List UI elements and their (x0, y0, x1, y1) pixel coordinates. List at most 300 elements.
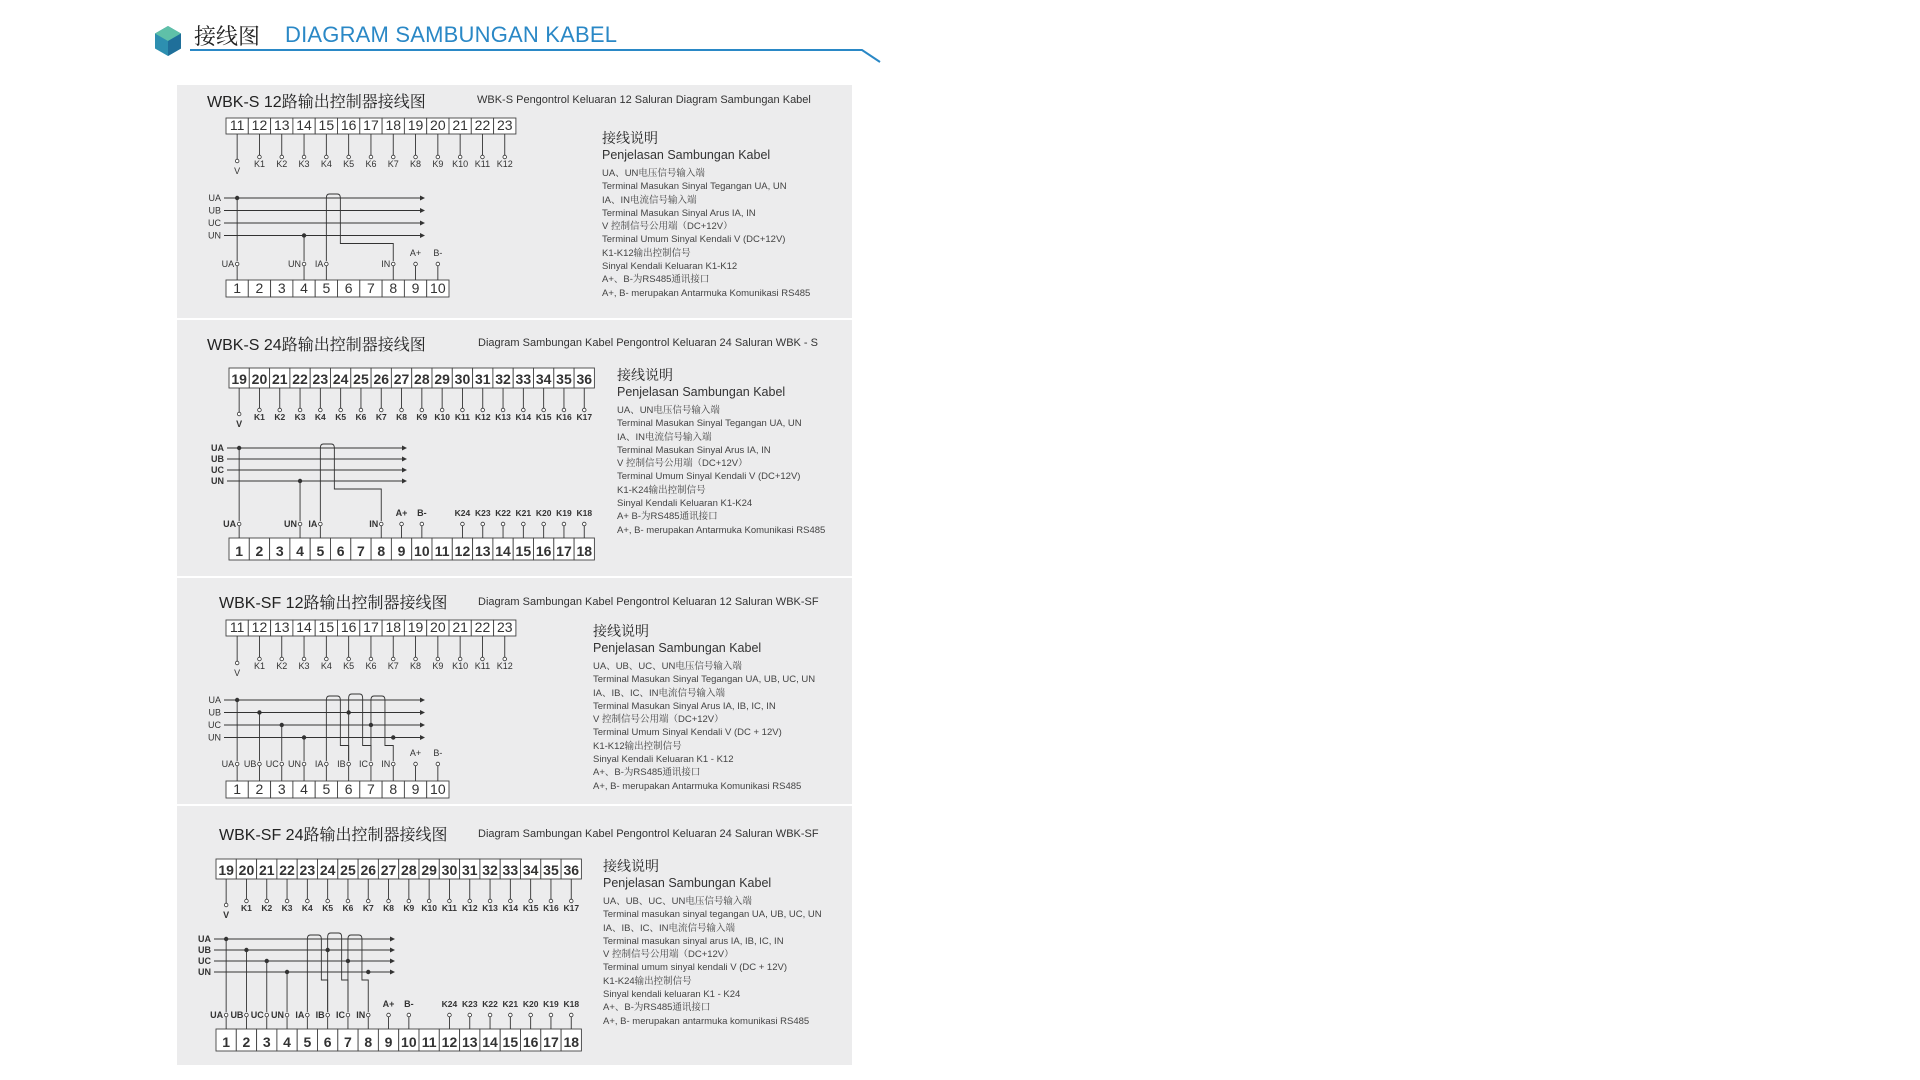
k-output-label: K22 (495, 508, 511, 518)
input-label: A+ (395, 508, 408, 518)
terminal-number: 5 (322, 781, 331, 797)
input-label: A+ (409, 748, 422, 758)
bus-label: UB (198, 945, 211, 955)
input-label: IA (314, 759, 324, 769)
terminal-number: 8 (389, 280, 398, 296)
note-line: A+、B-为RS485通讯接口 (603, 1002, 711, 1014)
terminal-number: 11 (421, 1034, 437, 1050)
current-loop (348, 935, 368, 1012)
terminal-number: 22 (292, 371, 308, 387)
terminal-number: 2 (255, 781, 264, 797)
k-output-label: K14 (515, 412, 532, 422)
terminal-number: 17 (363, 619, 379, 635)
bus-label: UC (208, 720, 221, 730)
k-output-label: K1 (253, 159, 265, 169)
note-line: K1-K24输出控制信号 (603, 975, 692, 987)
input-label: UN (271, 1010, 285, 1020)
terminal-number: 13 (273, 117, 290, 133)
terminal-number: 14 (495, 543, 511, 559)
note-line: Sinyal Kendali Keluaran K1-K24 (617, 498, 753, 510)
terminal-number: 15 (318, 619, 335, 635)
k-output-label: K9 (432, 159, 444, 169)
terminal-number: 8 (389, 781, 398, 797)
input-label: IA (314, 259, 324, 269)
k-output-label: K2 (276, 159, 288, 169)
terminal-number: 7 (357, 543, 365, 559)
k-output-label: K7 (387, 661, 399, 671)
k-output-label: K11 (441, 903, 458, 913)
notes-title-id: Penjelasan Sambungan Kabel (602, 148, 771, 162)
terminal-number: 18 (385, 619, 402, 635)
input-label: UA (221, 759, 235, 769)
k-output-label: K7 (387, 159, 399, 169)
terminal-number: 36 (563, 862, 580, 878)
note-line: Terminal umum sinyal kendali V (DC + 12V) (603, 962, 787, 974)
input-label: IC (335, 1010, 345, 1020)
terminal-number: 12 (454, 543, 471, 559)
terminal-point (448, 1013, 452, 1017)
input-label: IC (358, 759, 368, 769)
terminal-number: 1 (222, 1034, 231, 1050)
k-output-label: K14 (502, 903, 519, 913)
note-line: IA、IB、IC、IN电流信号输入端 (603, 922, 735, 934)
terminal-number: 12 (251, 117, 268, 133)
bus-label: UB (211, 454, 224, 464)
k-output-label: K4 (320, 159, 332, 169)
terminal-point (224, 903, 228, 907)
note-line: K1-K12输出控制信号 (593, 740, 682, 752)
terminal-number: 9 (384, 1034, 393, 1050)
input-label: UC (265, 759, 279, 769)
terminal-number: 2 (255, 543, 264, 559)
terminal-number: 16 (340, 619, 357, 635)
note-line: IA、IB、IC、IN电流信号输入端 (593, 687, 725, 699)
k-output-label: K3 (298, 661, 310, 671)
terminal-number: 1 (233, 280, 242, 296)
k-output-label: K13 (482, 903, 498, 913)
terminal-number: 19 (407, 619, 424, 635)
terminal-number: 6 (323, 1034, 332, 1050)
terminal-point (407, 1013, 411, 1017)
terminal-number: 27 (393, 371, 410, 387)
terminal-number: 35 (556, 371, 572, 387)
note-line: A+, B- merupakan Antarmuka Komunikasi RS485 (602, 287, 811, 299)
note-line: UA、UB、UC、UN电压信号输入端 (593, 661, 742, 672)
k-output-label: K8 (383, 903, 394, 913)
k-output-label: K19 (556, 508, 572, 518)
v-label: V (236, 419, 243, 429)
terminal-number: 23 (496, 117, 513, 133)
bus-label: UA (211, 443, 224, 453)
terminal-number: 27 (380, 862, 397, 878)
note-line: Terminal Masukan Sinyal Arus IA, IN (617, 444, 771, 456)
k-output-label: K3 (298, 159, 310, 169)
terminal-number: 4 (300, 280, 308, 296)
arrow-icon (390, 948, 395, 953)
note-line: Sinyal kendali keluaran K1 - K24 (603, 989, 741, 1001)
terminal-number: 29 (421, 862, 437, 878)
current-loop (307, 935, 327, 1012)
k-output-label: K8 (410, 159, 422, 169)
note-line: A+, B- merupakan Antarmuka Komunikasi RS485 (617, 524, 826, 536)
arrow-icon (390, 937, 395, 942)
terminal-number: 13 (461, 1034, 478, 1050)
terminal-number: 9 (411, 781, 420, 797)
terminal-number: 32 (482, 862, 498, 878)
notes-title-id: Penjelasan Sambungan Kabel (593, 641, 762, 655)
terminal-number: 3 (275, 543, 284, 559)
terminal-number: 16 (535, 543, 552, 559)
terminal-number: 14 (296, 619, 312, 635)
terminal-point (509, 1013, 513, 1017)
terminal-number: 19 (231, 371, 247, 387)
k-output-label: K8 (396, 412, 407, 422)
terminal-number: 24 (332, 371, 349, 387)
input-label: UA (223, 519, 237, 529)
k-output-label: K6 (355, 412, 367, 422)
k-output-label: K5 (335, 412, 347, 422)
notes-title-cn: 接线说明 (593, 623, 649, 639)
bus-label: UA (208, 193, 221, 203)
terminal-number: 1 (235, 543, 244, 559)
terminal-point (245, 1013, 249, 1017)
k-output-label: K3 (281, 903, 293, 913)
terminal-number: 22 (279, 862, 295, 878)
terminal-number: 19 (218, 862, 234, 878)
terminal-point (569, 1013, 573, 1017)
bus-label: UC (208, 218, 221, 228)
page-title-cn: 接线图 (194, 24, 261, 49)
terminal-point (387, 1013, 391, 1017)
k-output-label: K16 (543, 903, 559, 913)
k-output-label: K9 (403, 903, 415, 913)
note-line: A+ B-为RS485通讯接口 (617, 511, 718, 523)
terminal-point (346, 1013, 350, 1017)
k-output-label: K1 (254, 412, 265, 422)
note-line: A+, B- merupakan antarmuka komunikasi RS485 (603, 1015, 810, 1027)
k-output-label: K17 (576, 412, 593, 422)
notes-title-cn: 接线说明 (617, 367, 673, 383)
input-label: B- (417, 508, 427, 518)
input-label: UC (250, 1010, 264, 1020)
note-line: A+、B-为RS485通讯接口 (602, 274, 710, 286)
terminal-point (265, 1013, 269, 1017)
terminal-point (468, 1013, 472, 1017)
terminal-number: 28 (414, 371, 430, 387)
terminal-number: 17 (556, 543, 572, 559)
terminal-number: 20 (238, 862, 255, 878)
k-output-label: K20 (522, 999, 539, 1009)
terminal-number: 6 (344, 280, 353, 296)
terminal-number: 17 (543, 1034, 559, 1050)
note-line: Sinyal Kendali Keluaran K1-K12 (602, 261, 738, 273)
terminal-point (529, 1013, 533, 1017)
k-output-label: K23 (461, 999, 478, 1009)
input-label: IA (308, 519, 318, 529)
terminal-number: 8 (364, 1034, 373, 1050)
terminal-number: 20 (430, 619, 446, 635)
k-output-label: K9 (416, 412, 428, 422)
note-line: Terminal Umum Sinyal Kendali V (DC+12V) (602, 234, 786, 246)
note-line: Terminal masukan sinyal arus IA, IB, IC, IN (603, 935, 784, 947)
terminal-number: 25 (340, 862, 356, 878)
junction-dot (265, 959, 269, 963)
note-line: Terminal masukan sinyal tegangan UA, UB, UC, UN (603, 909, 822, 921)
page-title-en: DIAGRAM SAMBUNGAN KABEL (285, 22, 618, 47)
k-output-label: K5 (343, 159, 355, 169)
terminal-number: 20 (430, 117, 446, 133)
input-label: B- (433, 748, 443, 758)
terminal-number: 5 (316, 543, 325, 559)
terminal-number: 9 (397, 543, 406, 559)
section-subtitle: Diagram Sambungan Kabel Pengontrol Keluaran 12 Saluran WBK-SF (478, 596, 819, 608)
input-label: UN (288, 259, 302, 269)
v-label: V (234, 166, 241, 176)
k-output-label: K9 (432, 661, 444, 671)
note-line: Sinyal Kendali Keluaran K1 - K12 (593, 754, 734, 766)
k-output-label: K15 (535, 412, 552, 422)
terminal-number: 24 (319, 862, 336, 878)
note-line: Terminal Umum Sinyal Kendali V (DC+12V) (617, 471, 801, 483)
input-label: UA (221, 259, 235, 269)
terminal-number: 30 (454, 371, 471, 387)
note-line: Terminal Masukan Sinyal Arus IA, IN (602, 207, 756, 219)
terminal-number: 6 (344, 781, 353, 797)
junction-dot (244, 948, 248, 952)
note-line: K1-K24输出控制信号 (617, 484, 706, 496)
input-label: A+ (382, 999, 395, 1009)
terminal-number: 25 (353, 371, 369, 387)
terminal-number: 28 (401, 862, 417, 878)
terminal-number: 13 (474, 543, 491, 559)
v-label: V (223, 910, 230, 920)
input-label: B- (433, 248, 443, 258)
terminal-number: 32 (495, 371, 511, 387)
k-output-label: K12 (496, 661, 513, 671)
input-label: A+ (409, 248, 422, 258)
k-output-label: K24 (454, 508, 471, 518)
terminal-number: 3 (262, 1034, 271, 1050)
terminal-number: 34 (535, 371, 552, 387)
terminal-number: 34 (522, 862, 539, 878)
terminal-number: 35 (543, 862, 559, 878)
terminal-number: 14 (296, 117, 312, 133)
section-title: WBK-SF 12路输出控制器接线图 (219, 595, 448, 612)
terminal-number: 15 (515, 543, 532, 559)
k-output-label: K2 (274, 412, 286, 422)
terminal-number: 21 (271, 371, 288, 387)
note-line: A+, B- merupakan Antarmuka Komunikasi RS485 (593, 780, 802, 792)
terminal-number: 6 (336, 543, 345, 559)
terminal-number: 29 (434, 371, 450, 387)
note-line: V 控制信号公用端（DC+12V） (593, 714, 724, 726)
input-label: UB (243, 759, 257, 769)
junction-dot (285, 970, 289, 974)
terminal-number: 31 (474, 371, 491, 387)
input-label: IA (295, 1010, 305, 1020)
input-label: UN (288, 759, 302, 769)
bus-label: UB (208, 707, 221, 718)
k-output-label: K3 (294, 412, 306, 422)
k-output-label: K21 (502, 999, 519, 1009)
k-output-label: K4 (301, 903, 313, 913)
bus-label: UN (211, 476, 224, 486)
terminal-point (306, 1013, 310, 1017)
note-line: V 控制信号公用端（DC+12V） (617, 458, 748, 470)
junction-dot (366, 970, 370, 974)
input-label: IN (356, 1010, 366, 1020)
k-output-label: K21 (515, 508, 532, 518)
terminal-number: 7 (367, 781, 375, 797)
terminal-number: 31 (461, 862, 478, 878)
bus-label: UC (198, 956, 211, 966)
terminal-number: 36 (576, 371, 593, 387)
k-output-label: K11 (474, 661, 491, 671)
input-label: IB (337, 759, 346, 769)
terminal-number: 18 (385, 117, 402, 133)
k-output-label: K13 (495, 412, 511, 422)
k-output-label: K18 (563, 999, 580, 1009)
terminal-number: 18 (576, 543, 593, 559)
terminal-number: 7 (367, 280, 375, 296)
input-label: UB (230, 1010, 244, 1020)
terminal-point (224, 1013, 228, 1017)
section-title: WBK-S 12路输出控制器接线图 (207, 94, 426, 111)
k-output-label: K12 (461, 903, 478, 913)
k-output-label: K20 (535, 508, 552, 518)
input-label: IN (369, 519, 379, 529)
terminal-number: 16 (340, 117, 357, 133)
note-line: IA、IN电流信号输入端 (602, 194, 697, 206)
k-output-label: K24 (441, 999, 458, 1009)
input-label: B- (404, 999, 414, 1009)
terminal-number: 18 (563, 1034, 580, 1050)
current-loop (328, 933, 348, 1012)
section-subtitle: Diagram Sambungan Kabel Pengontrol Keluaran 24 Saluran WBK-SF (478, 828, 819, 840)
terminal-number: 33 (502, 862, 519, 878)
k-output-label: K18 (576, 508, 593, 518)
note-line: K1-K12输出控制信号 (602, 247, 691, 259)
terminal-number: 23 (299, 862, 316, 878)
k-output-label: K16 (556, 412, 572, 422)
k-output-label: K7 (375, 412, 387, 422)
terminal-number: 12 (441, 1034, 458, 1050)
section-title: WBK-S 24路输出控制器接线图 (207, 337, 426, 354)
terminal-point (326, 1013, 330, 1017)
bus-label: UN (208, 732, 221, 743)
notes-title-id: Penjelasan Sambungan Kabel (617, 385, 786, 399)
k-output-label: K11 (454, 412, 471, 422)
terminal-point (285, 1013, 289, 1017)
terminal-number: 19 (407, 117, 424, 133)
terminal-number: 8 (377, 543, 386, 559)
input-label: IN (381, 759, 391, 769)
k-output-label: K23 (474, 508, 491, 518)
terminal-number: 4 (300, 781, 308, 797)
terminal-number: 21 (452, 619, 468, 635)
note-line: Terminal Masukan Sinyal Tegangan UA, UN (617, 418, 802, 430)
k-output-label: K22 (482, 999, 498, 1009)
terminal-number: 10 (430, 280, 446, 296)
terminal-number: 4 (283, 1034, 291, 1050)
terminal-number: 14 (482, 1034, 498, 1050)
terminal-number: 16 (522, 1034, 539, 1050)
note-line: A+、B-为RS485通讯接口 (593, 767, 701, 779)
note-line: V 控制信号公用端（DC+12V） (602, 221, 733, 233)
input-label: IB (315, 1010, 325, 1020)
terminal-number: 23 (496, 619, 513, 635)
k-output-label: K5 (322, 903, 334, 913)
section-subtitle: Diagram Sambungan Kabel Pengontrol Keluaran 24 Saluran WBK - S (478, 337, 818, 349)
terminal-number: 2 (242, 1034, 251, 1050)
terminal-number: 20 (251, 371, 268, 387)
bus-label: UA (198, 934, 211, 944)
terminal-number: 21 (258, 862, 275, 878)
k-output-label: K17 (563, 903, 580, 913)
note-line: Terminal Masukan Sinyal Tegangan UA, UB, UC, UN (593, 674, 816, 686)
arrow-icon (390, 970, 395, 975)
terminal-number: 10 (414, 543, 430, 559)
k-output-label: K12 (474, 412, 491, 422)
section-subtitle: WBK-S Pengontrol Keluaran 12 Saluran Diagram Sambungan Kabel (477, 94, 811, 106)
notes-title-cn: 接线说明 (602, 130, 658, 146)
input-label: UN (284, 519, 298, 529)
k-output-label: K6 (342, 903, 354, 913)
note-line: Terminal Masukan Sinyal Tegangan UA, UN (602, 181, 787, 193)
terminal-number: 10 (401, 1034, 417, 1050)
terminal-number: 5 (303, 1034, 312, 1050)
bus-label: UN (208, 230, 221, 241)
k-output-label: K2 (261, 903, 273, 913)
terminal-number: 4 (296, 543, 304, 559)
terminal-number: 26 (360, 862, 377, 878)
k-output-label: K12 (496, 159, 513, 169)
k-output-label: K2 (276, 661, 288, 671)
terminal-number: 30 (441, 862, 458, 878)
k-output-label: K6 (365, 661, 377, 671)
terminal-number: 3 (277, 781, 286, 797)
terminal-number: 7 (344, 1034, 352, 1050)
note-line: V 控制信号公用端（DC+12V） (603, 949, 734, 961)
terminal-number: 21 (452, 117, 468, 133)
note-line: Terminal Umum Sinyal Kendali V (DC + 12V) (593, 727, 782, 739)
k-output-label: K4 (314, 412, 326, 422)
terminal-number: 17 (363, 117, 379, 133)
terminal-number: 10 (430, 781, 446, 797)
k-output-label: K10 (452, 661, 469, 671)
terminal-number: 33 (515, 371, 532, 387)
k-output-label: K1 (253, 661, 265, 671)
note-line: UA、UB、UC、UN电压信号输入端 (603, 896, 752, 907)
terminal-point (366, 1013, 370, 1017)
v-label: V (234, 668, 241, 678)
k-output-label: K5 (343, 661, 355, 671)
terminal-number: 9 (411, 280, 420, 296)
arrow-icon (390, 959, 395, 964)
k-output-label: K8 (410, 661, 422, 671)
input-label: IN (381, 259, 391, 269)
bus-label: UC (211, 465, 224, 475)
terminal-number: 12 (251, 619, 268, 635)
wiring-notes (603, 858, 822, 1028)
input-label: UA (210, 1010, 224, 1020)
terminal-number: 13 (273, 619, 290, 635)
terminal-number: 22 (474, 117, 491, 133)
terminal-number: 5 (322, 280, 331, 296)
k-output-label: K11 (474, 159, 491, 169)
terminal-number: 3 (277, 280, 286, 296)
terminal-number: 11 (434, 543, 450, 559)
